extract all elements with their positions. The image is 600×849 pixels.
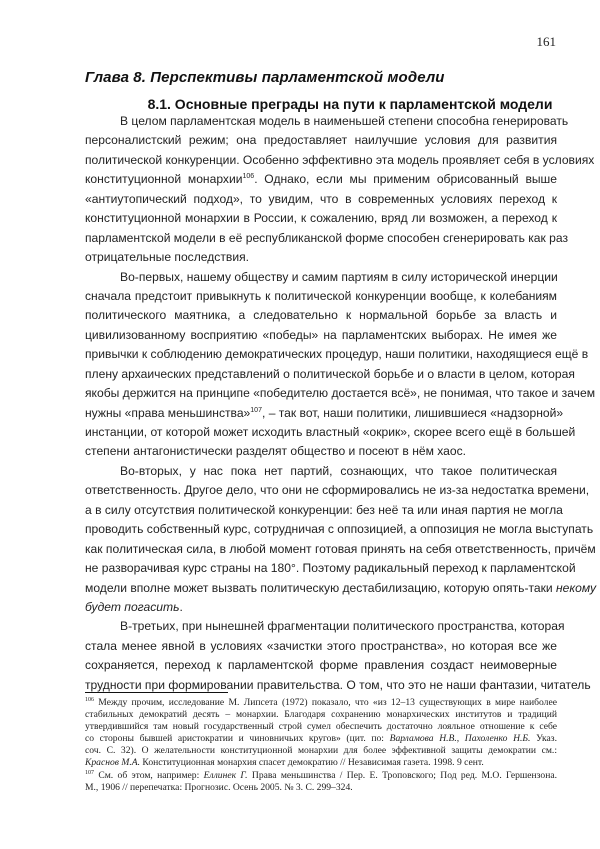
footnote-106-line: стабильных демократий десять – монархии. Благодаря сохранению монархических институтов и традиций [85, 709, 557, 721]
paragraph-4-line: В-третьих, при нынешней фрагментации политического пространства, которая [120, 619, 565, 634]
section-title: 8.1. Основные преграды на пути к парламентской модели [147, 96, 553, 112]
footnote-106-line [85, 733, 557, 745]
paragraph-2-line: цивилизованному восприятию «победы» на парламентских выборах. Не имея же [85, 327, 557, 342]
paragraph-3-line: не разворачивая курс страны на 180°. Поэтому радикальный переход к парламентской [85, 561, 576, 576]
paragraph-2-line: степени антагонистически разделят общество и посеют в нём хаос. [85, 444, 467, 459]
paragraph-2-line: инстанции, от которой может исходить властный «окрик», скорее всего ещё в большей [85, 425, 576, 439]
footnote-107-line [85, 770, 557, 782]
text-fragment: со стороны бывшей аристократии и чиновничьих кругов» (цит. по: [85, 733, 390, 745]
emphasis-text: будет погасить [85, 599, 180, 614]
text-fragment: Между прочим, исследование М. Липсета (1972) показало, что «из 12–13 существующих в мире наиболее [94, 697, 557, 708]
paragraph-1-line: отрицательные последствия. [85, 250, 249, 265]
text-fragment: нужны «права меньшинства» [85, 405, 251, 420]
paragraph-3-line [85, 598, 557, 617]
paragraph-2-line: якобы держится на принципе «победителю достается всё», не понимая, что такое и зачем [85, 386, 596, 401]
paragraph-1-line [85, 170, 557, 189]
author-name: Краснов М.А. [85, 757, 140, 769]
paragraph-1-line: В целом парламентская модель в наименьшей степени способна генерировать [120, 114, 569, 128]
text-fragment: конституционной монархии [85, 172, 243, 187]
paragraph-1-line: конституционной монархии в России, к сожалению, вряд ли возможен, а переход к [85, 211, 557, 226]
paragraph-3-line: Во-вторых, у нас пока нет партий, сознающих, что такое политическая [120, 463, 557, 478]
paragraph-2-line: плену архаических представлений о политической борьбе и о власти в целом, которая [85, 366, 575, 381]
paragraph-4-line: стала менее явной в условиях «зачистки этого пространства», но которая все же [85, 638, 557, 653]
footnote-ref-106[interactable]: 106 [242, 173, 255, 181]
paragraph-2-line: сначала предстоит привыкнуть к политической конкуренции вообще, к колебаниям [85, 288, 557, 303]
text-fragment: модели вполне может вызвать политическую дестабилизацию, которую опять-таки [85, 580, 557, 595]
author-name: Еллинек Г. [203, 769, 248, 781]
footnote-number-106: 106 [85, 697, 94, 703]
paragraph-4-line: сохраняется, переход к парламентской форме правления создаст неимоверные [85, 658, 557, 673]
text-fragment: Указ. [530, 733, 557, 745]
footnote-106-line: соч. С. 32). О желательности конституционной монархии для более эффективной защиты демократии см.: [85, 745, 557, 757]
paragraph-1-line: парламентской модели в её республиканской форме способен сгенерировать как раз [85, 230, 569, 245]
footnote-number-107: 107 [85, 769, 94, 776]
footnote-107-line: М., 1906 // перепечатка: Прогнозис. Осень 2005. № 3. С. 299–324. [85, 781, 353, 793]
page-number: 161 [536, 34, 556, 49]
paragraph-3-line: проводить собственный курс, сотрудничая с оппозицией, а оппозиция не могла выступать [85, 522, 594, 537]
paragraph-1-line: «антиутопический подход», то увидим, что в современных условиях переход к [85, 191, 557, 206]
paragraph-3-line: а в силу отсутствия политической конкуренции: без неё та или иная партия не могла [85, 502, 563, 517]
footnote-ref-107[interactable]: 107 [250, 406, 262, 414]
footnote-106-line [85, 757, 557, 769]
paragraph-1-line: политической конкуренции. Особенно эффективно эта модель проявляет себя в условиях [85, 152, 595, 167]
footnotes [85, 697, 557, 794]
paragraph-3-line: как политическая сила, в любой момент готовая принять на себя ответственность, причём [85, 541, 596, 556]
chapter-title: Глава 8. Перспективы парламентской модели [85, 69, 445, 86]
paragraph-2-line [85, 404, 564, 423]
paragraph-3-line: ответственность. Другое дело, что они не сформировались не из-за недостатка времени, [85, 483, 590, 498]
emphasis-text: некому [556, 580, 597, 595]
paragraph-1-line: персоналистский режим; она предоставляет наилучшие условия для развития [85, 133, 557, 148]
footnote-separator [85, 692, 228, 693]
text-fragment: Конституционная монархия спасет демократию // Независимая газета. 1998. 9 сент. [140, 757, 484, 769]
paragraph-4-line: трудности при формировании правительства. О том, что это не наши фантазии, читатель [85, 677, 591, 692]
footnote-106-line: утвердившийся там новый государственный строй сумел обеспечить достаточно лояльное отношение к себе [85, 721, 557, 733]
paragraph-2-line: привычки к соблюдению демократических процедур, наши политики, находящиеся ещё в [85, 347, 589, 362]
body-text [85, 112, 597, 695]
text-fragment: . [179, 599, 183, 614]
footnote-106-line [85, 697, 557, 709]
text-fragment: Права меньшинства / Пер. Е. Троповского; Под ред. М.О. Гершензона. [247, 769, 558, 781]
text-fragment: . Однако, если мы применим обрисованный выше [254, 172, 557, 187]
text-fragment: См. об этом, например: [94, 769, 204, 781]
paragraph-2-line: политического маятника, а следовательно к нормальной борьбе за власть и [85, 308, 557, 323]
author-name: Варламова Н.В., Пахоленко Н.Б. [389, 733, 531, 745]
text-fragment: , – так вот, наши политики, лишившиеся «надзорной» [261, 405, 564, 420]
paragraph-2-line: Во-первых, нашему обществу и самим партиям в силу исторической инерции [120, 269, 558, 284]
paragraph-3-line [85, 579, 597, 598]
